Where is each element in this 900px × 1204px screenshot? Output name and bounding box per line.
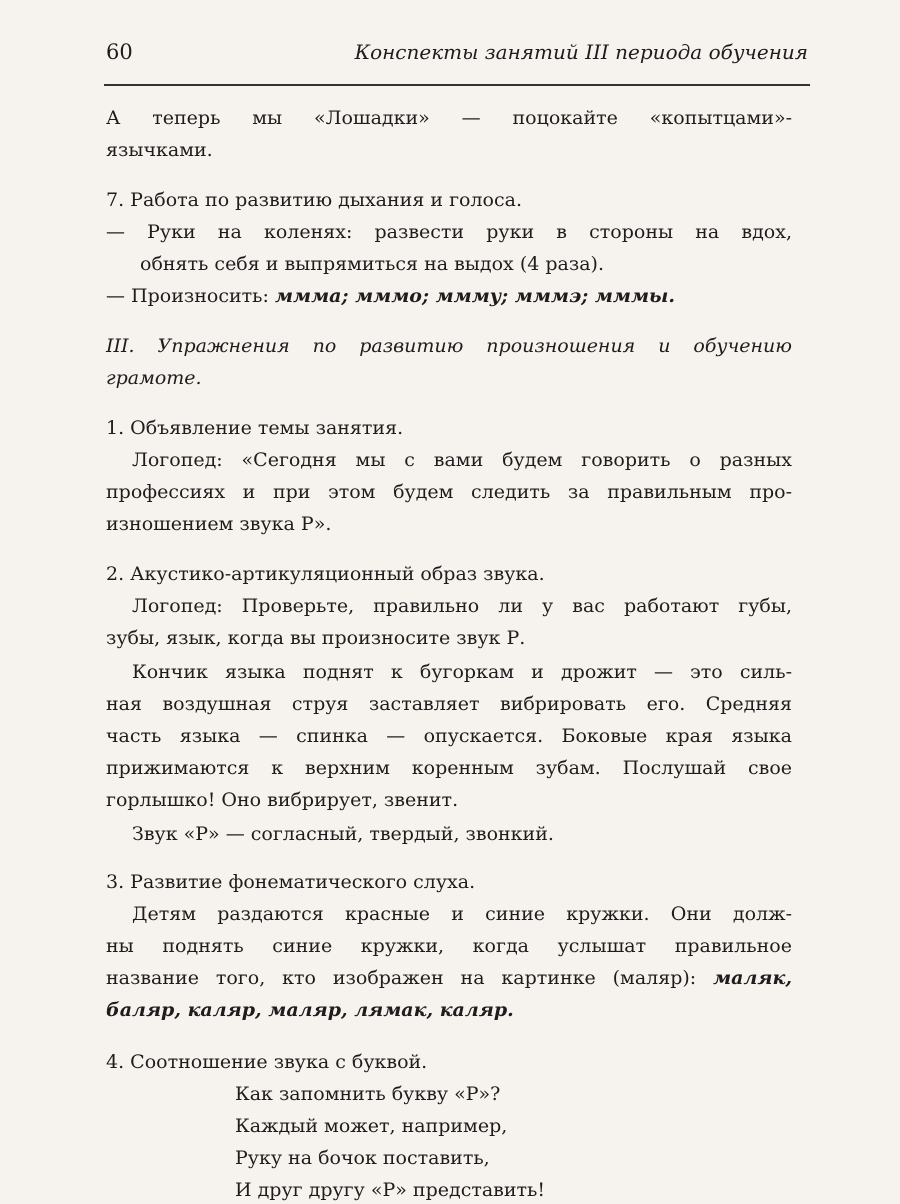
part-heading: III. Упражнения по развитию произношения и обучению <box>106 335 792 357</box>
text-line: — Руки на коленях: развести руки в стороны на вдох, <box>106 221 792 243</box>
italic-syllables: ммма; мммо; ммму; мммэ; мммы. <box>274 285 675 307</box>
section-heading: 7. Работа по развитию дыхания и голоса. <box>106 189 522 211</box>
text-line: обнять себя и выпрямиться на выдох (4 раза). <box>140 253 604 275</box>
text-span: название того, кто изображен на картинке (маляр): <box>106 967 714 989</box>
text-line: изношением звука Р». <box>106 513 332 535</box>
text-line <box>106 996 792 1024</box>
section-heading: 1. Объявление темы занятия. <box>106 417 404 439</box>
text-line <box>106 964 792 992</box>
text-line: зубы, язык, когда вы произносите звук Р. <box>106 627 526 649</box>
italic-words: маляк, <box>713 967 792 989</box>
page-number: 60 <box>106 40 133 64</box>
text-line: Звук «Р» — согласный, твердый, звонкий. <box>132 823 554 845</box>
text-line: профессиях и при этом будем следить за правильным про- <box>106 481 792 503</box>
text-line: ная воздушная струя заставляет вибрировать его. Средняя <box>106 693 792 715</box>
text-line: горлышко! Оно вибрирует, звенит. <box>106 789 459 811</box>
section-heading: 2. Акустико-артикуляционный образ звука. <box>106 563 545 585</box>
poem-line: И друг другу «Р» представить! <box>235 1179 546 1201</box>
text-line: язычками. <box>106 139 213 161</box>
poem-line: Каждый может, например, <box>235 1115 508 1137</box>
text-span: — Произносить: <box>106 285 275 307</box>
text-line: А теперь мы «Лошадки» — поцокайте «копытцами»- <box>106 107 792 129</box>
header-rule <box>104 84 810 86</box>
poem-line: Как запомнить букву «Р»? <box>235 1083 501 1105</box>
text-line: Детям раздаются красные и синие кружки. Они долж- <box>132 903 792 925</box>
text-line: часть языка — спинка — опускается. Боковые края языка <box>106 725 792 747</box>
text-line: Логопед: Проверьте, правильно ли у вас работают губы, <box>132 595 792 617</box>
section-heading: 3. Развитие фонематического слуха. <box>106 871 476 893</box>
text-line: Логопед: «Сегодня мы с вами будем говорить о разных <box>132 449 792 471</box>
poem-line: Руку на бочок поставить, <box>235 1147 490 1169</box>
text-line: Кончик языка поднят к бугоркам и дрожит — это силь- <box>132 661 792 683</box>
italic-words: баляр, каляр, маляр, лямак, каляр. <box>106 999 514 1021</box>
text-line: прижимаются к верхним коренным зубам. Послушай свое <box>106 757 792 779</box>
text-line <box>106 282 792 310</box>
part-heading: грамоте. <box>106 367 202 389</box>
running-title: Конспекты занятий III периода обучения <box>354 40 808 64</box>
section-heading: 4. Соотношение звука с буквой. <box>106 1051 428 1073</box>
text-line: ны поднять синие кружки, когда услышат правильное <box>106 935 792 957</box>
